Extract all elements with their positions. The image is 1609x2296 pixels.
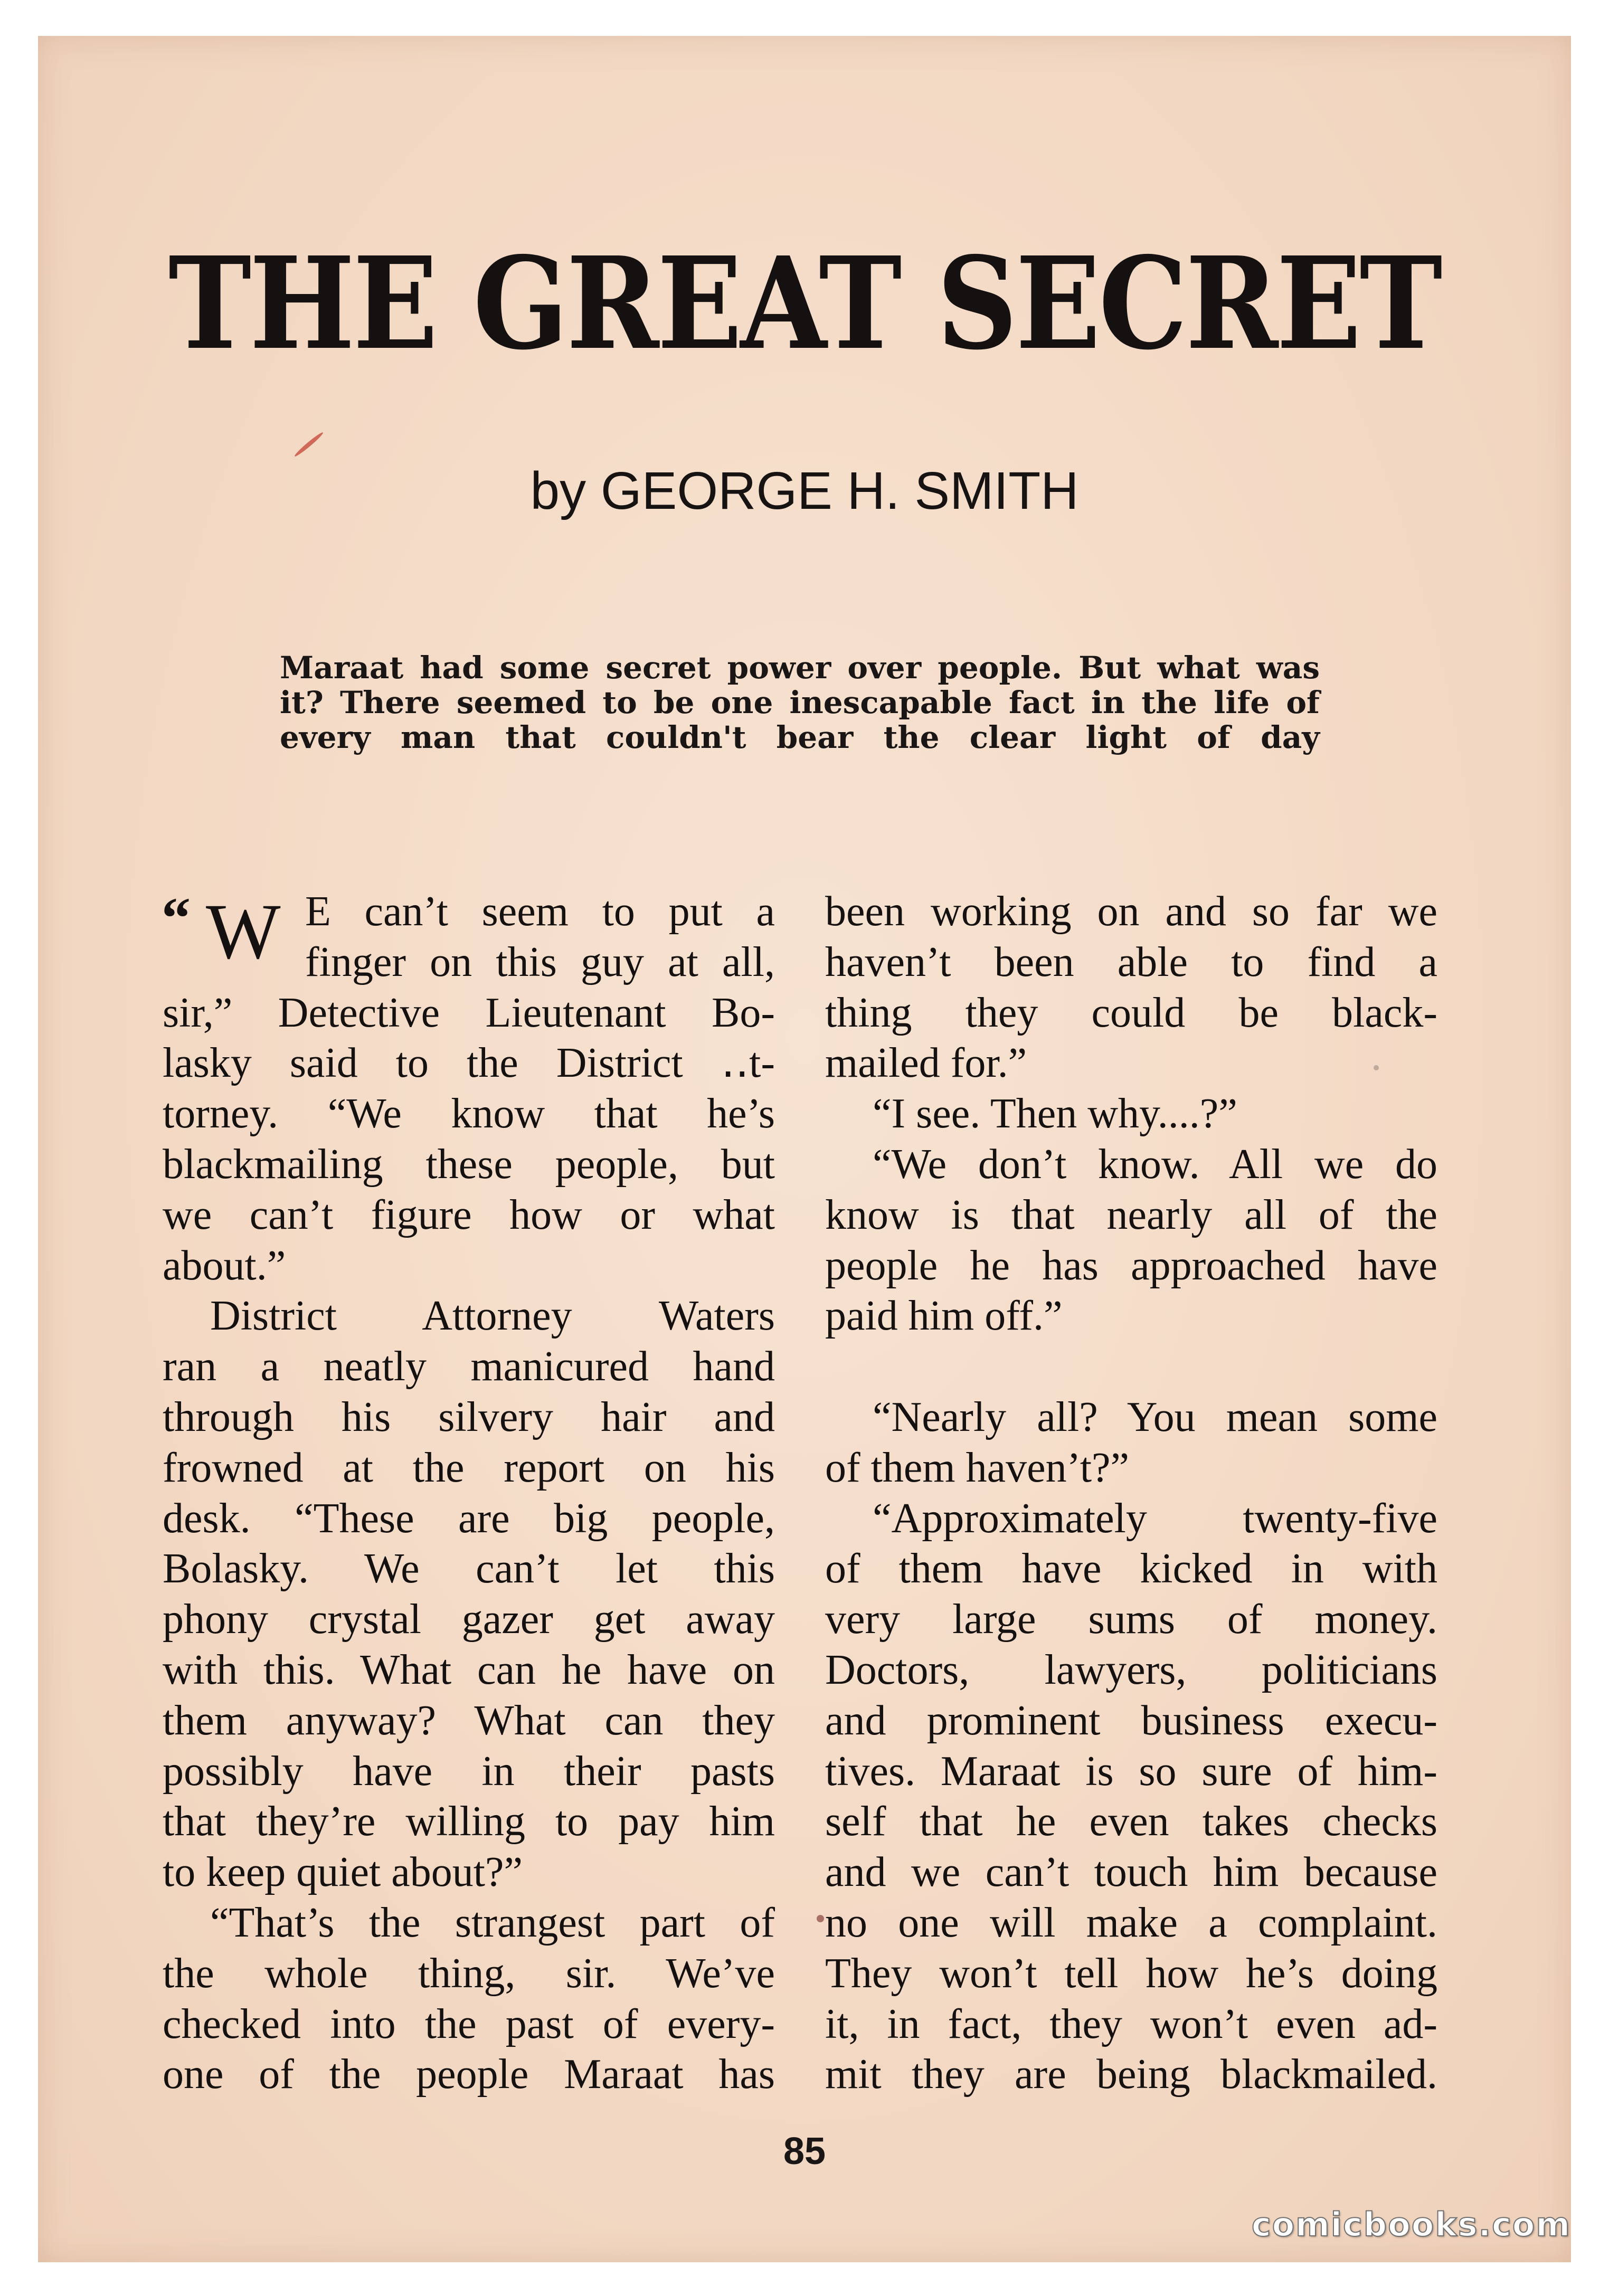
text-line: that they’re willing to pay him bbox=[163, 1798, 775, 1845]
text-line: the whole thing, sir. We’ve bbox=[163, 1950, 775, 1997]
text-line: it, in fact, they won’t even ad- bbox=[825, 2000, 1437, 2047]
text-line: Doctors, lawyers, politicians bbox=[825, 1646, 1437, 1693]
text-line: to keep quiet about?” bbox=[163, 1849, 523, 1896]
text-line: of them haven’t?” bbox=[825, 1444, 1130, 1491]
text-line: tives. Maraat is so sure of him- bbox=[825, 1748, 1437, 1795]
text-line: one of the people Maraat has bbox=[163, 2051, 775, 2098]
text-line: ran a neatly manicured hand bbox=[163, 1343, 775, 1390]
text-line: and prominent business execu- bbox=[825, 1697, 1437, 1744]
left-column bbox=[163, 887, 775, 2100]
text-line: lasky said to the District ‥t- bbox=[163, 1040, 775, 1087]
text-line: self that he even takes checks bbox=[825, 1798, 1437, 1845]
text-line: mit they are being blackmailed. bbox=[825, 2051, 1437, 2098]
drop-cap-letter: W bbox=[206, 888, 281, 975]
text-line: “I see. Then why....?” bbox=[873, 1090, 1237, 1137]
story-title: THE GREAT SECRET bbox=[168, 229, 1441, 378]
text-line: blackmailing these people, but bbox=[163, 1141, 775, 1188]
paper-speck bbox=[294, 431, 325, 458]
text-line: District Attorney Waters bbox=[210, 1293, 775, 1340]
page-number: 85 bbox=[783, 2130, 826, 2172]
drop-cap-quote: “ bbox=[162, 886, 191, 950]
text-line: mailed for.” bbox=[825, 1040, 1027, 1087]
text-line: no one will make a complaint. bbox=[825, 1899, 1437, 1946]
text-line: been working on and so far we bbox=[825, 888, 1437, 935]
text-line: frowned at the report on his bbox=[163, 1444, 775, 1491]
text-line: “Nearly all? You mean some bbox=[873, 1393, 1437, 1440]
text-line: haven’t been able to find a bbox=[825, 938, 1437, 985]
text-line: paid him off.” bbox=[825, 1293, 1063, 1340]
text-line: with this. What can he have on bbox=[163, 1646, 775, 1693]
text-line: know is that nearly all of the bbox=[825, 1191, 1437, 1238]
text-line: through his silvery hair and bbox=[163, 1393, 775, 1440]
text-line: possibly have in their pasts bbox=[163, 1748, 775, 1795]
text-line: people he has approached have bbox=[825, 1242, 1437, 1289]
text-line: desk. “These are big people, bbox=[163, 1495, 775, 1542]
text-line: sir,” Detective Lieutenant Bo- bbox=[163, 989, 775, 1036]
story-byline: by GEORGE H. SMITH bbox=[530, 461, 1079, 520]
text-line: “That’s the strangest part of bbox=[210, 1899, 775, 1946]
paper-speck bbox=[817, 1915, 824, 1922]
text-line: Bolasky. We can’t let this bbox=[163, 1545, 775, 1592]
text-line: torney. “We know that he’s bbox=[163, 1090, 775, 1137]
drop-cap bbox=[162, 887, 299, 987]
site-watermark: comicbooks.com bbox=[1251, 2205, 1571, 2244]
text-line: “We don’t know. All we do bbox=[873, 1141, 1437, 1188]
text-line: about.” bbox=[163, 1242, 286, 1289]
text-line: finger on this guy at all, bbox=[305, 938, 775, 985]
text-line: very large sums of money. bbox=[825, 1596, 1437, 1643]
text-line: phony crystal gazer get away bbox=[163, 1596, 775, 1643]
right-column bbox=[825, 887, 1437, 2100]
paragraph-gap bbox=[825, 1342, 1437, 1392]
text-line: them anyway? What can they bbox=[163, 1697, 775, 1744]
text-line: “Approximately twenty-five bbox=[873, 1495, 1437, 1542]
text-line: of them have kicked in with bbox=[825, 1545, 1437, 1592]
text-line: E can’t seem to put a bbox=[305, 888, 775, 935]
text-line: we can’t figure how or what bbox=[163, 1191, 775, 1238]
text-line: thing they could be black- bbox=[825, 989, 1437, 1036]
text-line: checked into the past of every- bbox=[163, 2000, 775, 2047]
text-line: They won’t tell how he’s doing bbox=[825, 1950, 1437, 1997]
story-blurb: Maraat had some secret power over people. But what was it? There seemed to be one inescapable fact in the life of every man that couldn't bear the clear light of day bbox=[280, 650, 1320, 755]
text-line: and we can’t touch him because bbox=[825, 1849, 1437, 1896]
